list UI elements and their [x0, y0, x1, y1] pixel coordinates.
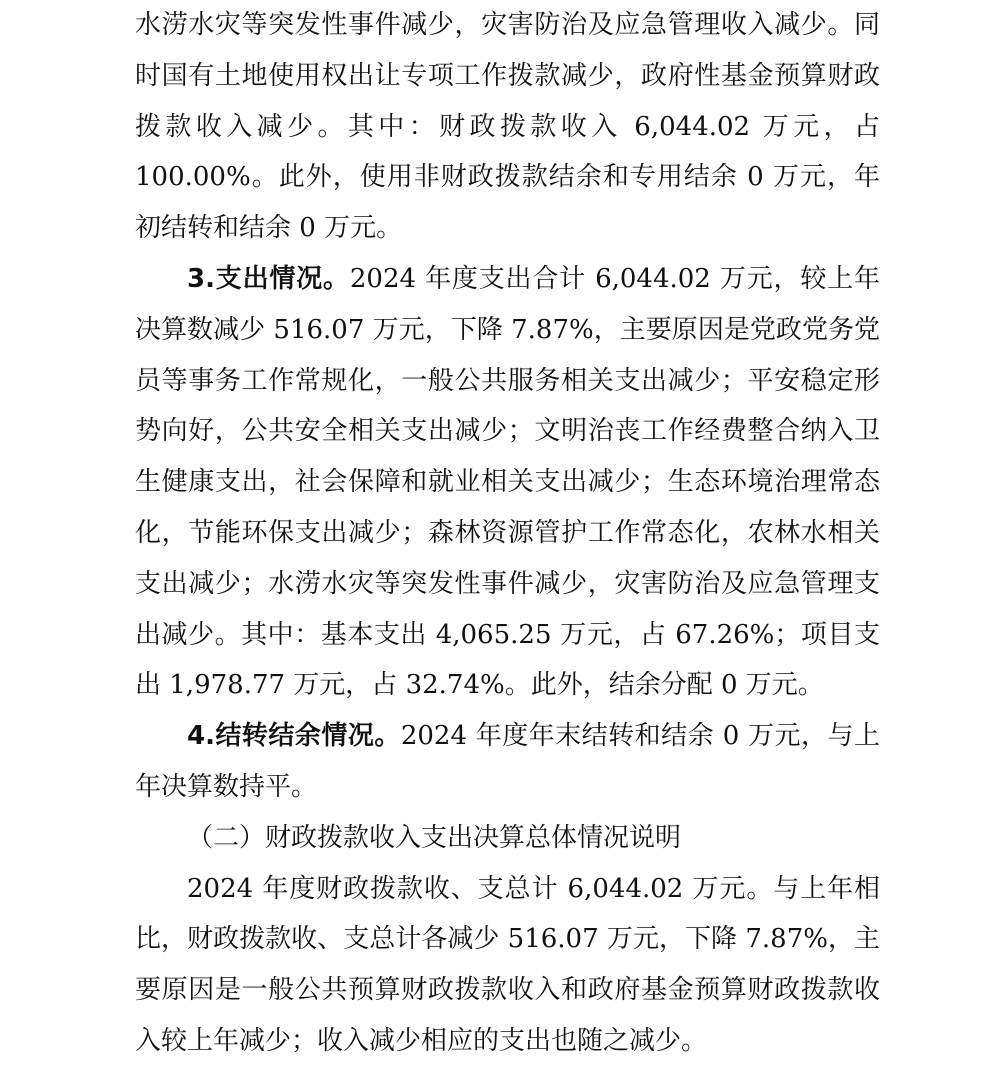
- expenditure-body: 2024 年度支出合计 6,044.02 万元，较上年决算数减少 516.07 万元，下降 7.87%，主要原因是党政党务党员等事务工作常规化，一般公共服务相关支出减少；平安稳定形势向好，公共安全相关支出减少；文明治丧工作经费整合纳入卫生健康支出，社会保障和就业相关支出减少；生态环境治理常态化，节能环保支出减少；森林资源管护工作常态化，农林水相关支出减少；水涝水灾等突发性事件减少，灾害防治及应急管理支出减少。其中：基本支出 4,065.25 万元，占 67.26%；项目支出 1,978.77 万元，占 32.74%。此外，结余分配 0 万元。: [135, 263, 880, 701]
- paragraph-expenditure: [135, 254, 880, 711]
- heading-carryover: 4.结转结余情况。: [187, 721, 401, 752]
- heading-expenditure: 3.支出情况。: [187, 263, 350, 294]
- section-title: （二）财政拨款收入支出决算总体情况说明: [187, 822, 682, 853]
- paragraph-income-continued: 水涝水灾等突发性事件减少，灾害防治及应急管理收入减少。同时国有土地使用权出让专项工作拨款减少，政府性基金预算财政拨款收入减少。其中：财政拨款收入 6,044.02 万元，占 100.00%。此外，使用非财政拨款结余和专用结余 0 万元，年初结转和结余 0 万元。: [135, 10, 880, 244]
- paragraph-carryover: [135, 711, 880, 813]
- paragraph-appropriation-summary: 2024 年度财政拨款收、支总计 6,044.02 万元。与上年相比，财政拨款收、支总计各减少 516.07 万元，下降 7.87%，主要原因是一般公共预算财政拨款收入和政府基金预算财政拨款收入较上年减少；收入减少相应的支出也随之减少。: [135, 873, 880, 1056]
- document-body: [135, 0, 880, 1067]
- carryover-body: 2024 年度年末结转和结余 0 万元，与上年决算数持平。: [135, 721, 880, 802]
